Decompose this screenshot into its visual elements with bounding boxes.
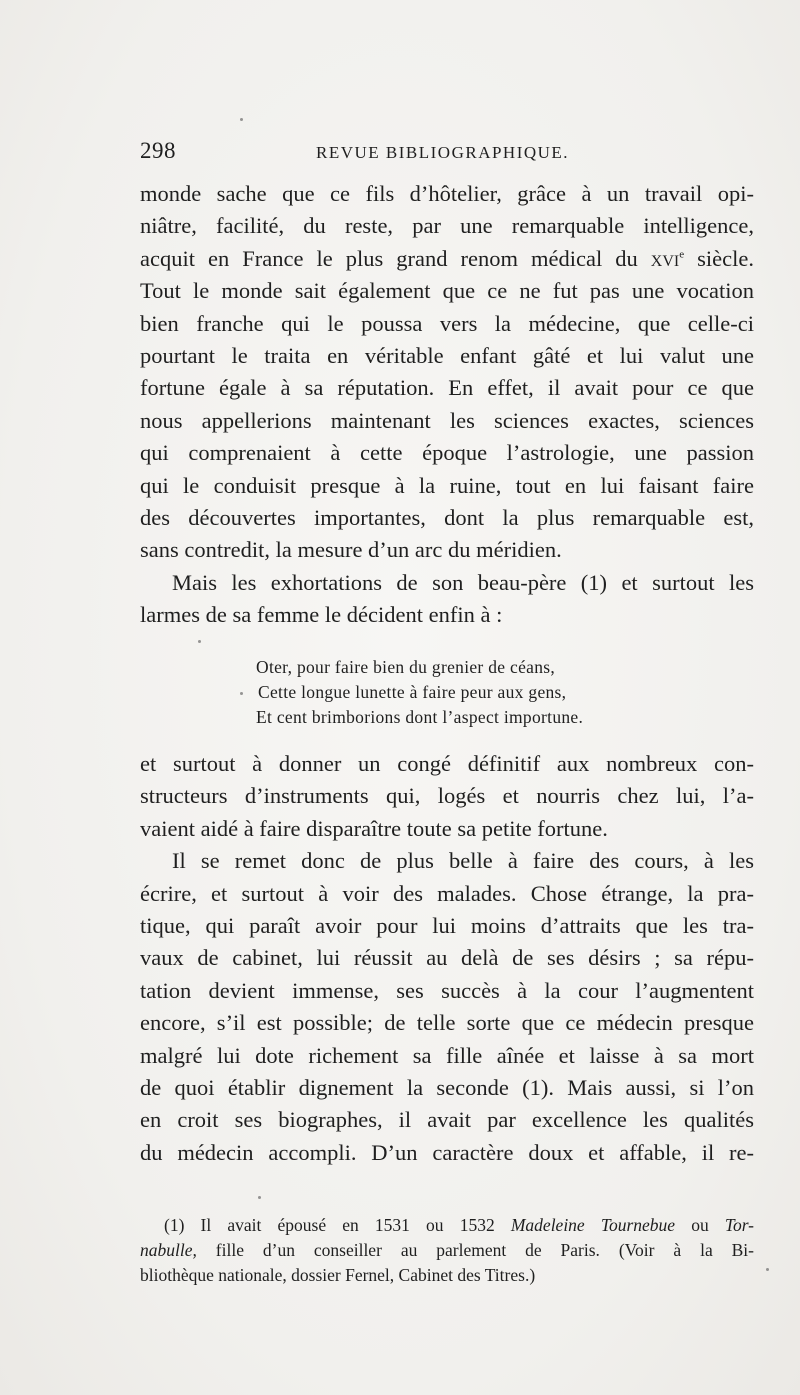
footnote-italic: Tor-: [724, 1215, 755, 1235]
verse-quotation: [256, 655, 676, 730]
footnote-line: [140, 1238, 754, 1263]
text-line: écrire, et surtout à voir des malades. Chose étrange, la pra-: [140, 880, 754, 906]
paper-speck: [258, 1196, 261, 1199]
text-line: tique, qui paraît avoir pour lui moins d’attraits que les tra-: [140, 912, 754, 938]
page-number: 298: [140, 138, 176, 163]
text-line: fortune égale à sa réputation. En effet, il avait pour ce que: [140, 375, 754, 401]
text-line: structeurs d’instruments qui, logés et nourris chez lui, l’a-: [140, 783, 754, 809]
footnote-line: bliothèque nationale, dossier Fernel, Cabinet des Titres.): [140, 1265, 536, 1285]
text-line: encore, s’il est possible; de telle sorte que ce médecin presque: [140, 1010, 754, 1036]
footnote-text: ou: [675, 1215, 725, 1235]
verse-line: Et cent brimborions dont l’aspect importune.: [256, 707, 584, 727]
main-text-top: [140, 178, 754, 631]
text-line: monde sache que ce fils d’hôtelier, grâce à un travail opi-: [140, 181, 754, 206]
text-line: qui le conduisit presque à la ruine, tout en lui faisant faire: [140, 472, 754, 498]
paper-speck: [240, 692, 243, 695]
paper-speck: [198, 640, 201, 643]
text-line: des découvertes importantes, dont la plus remarquable est,: [140, 504, 754, 530]
footnote: [140, 1213, 754, 1288]
footnote-italic: Madeleine Tournebue: [510, 1215, 676, 1235]
footnote-italic: nabulle,: [140, 1240, 197, 1260]
text-line: qui comprenaient à cette époque l’astrologie, une passion: [140, 440, 754, 466]
text-line: acquit en France le plus grand renom médical du xvi$^e$ siècle.: [140, 245, 754, 271]
text-line: pourtant le traita en véritable enfant gâté et lui valut une: [140, 342, 754, 368]
text-line: nous appellerions maintenant les sciences exactes, sciences: [140, 407, 754, 433]
text-line: et surtout à donner un congé définitif aux nombreux con-: [140, 751, 754, 776]
text-line: larmes de sa femme le décident enfin à :: [140, 602, 503, 628]
text-line: du médecin accompli. D’un caractère doux et affable, il re-: [140, 1139, 754, 1165]
text-line: sans contredit, la mesure d’un arc du méridien.: [140, 537, 562, 563]
text-line: niâtre, facilité, du reste, par une remarquable intelligence,: [140, 213, 754, 239]
text-line: bien franche qui le poussa vers la médecine, que celle-ci: [140, 310, 754, 336]
text-line: vaient aidé à faire disparaître toute sa petite fortune.: [140, 815, 608, 841]
text-line: Mais les exhortations de son beau-père (1) et surtout les: [172, 569, 754, 595]
verse-line: Oter, pour faire bien du grenier de céans,: [256, 657, 556, 677]
text-line: en croit ses biographes, il avait par excellence les qualités: [140, 1107, 754, 1133]
text-line: vaux de cabinet, lui réussit au delà de ses désirs ; sa répu-: [140, 945, 754, 971]
footnote-text: (1) Il avait épousé en 1531 ou 1532: [164, 1215, 511, 1235]
text-line: Il se remet donc de plus belle à faire des cours, à les: [172, 848, 754, 874]
main-text-bottom: [140, 748, 754, 1169]
text-line: Tout le monde sait également que ce ne fut pas une vocation: [140, 278, 754, 304]
footnote-line: [140, 1213, 754, 1238]
paper-speck: [766, 1268, 769, 1271]
footnote-text: fille d’un conseiller au parlement de Paris. (Voir à la Bi-: [196, 1240, 754, 1260]
text-line: de quoi établir dignement la seconde (1). Mais aussi, si l’on: [140, 1074, 754, 1100]
text-line: malgré lui dote richement sa fille aînée et laisse à sa mort: [140, 1042, 754, 1068]
running-head: REVUE BIBLIOGRAPHIQUE.: [316, 143, 570, 162]
verse-line: Cette longue lunette à faire peur aux gens,: [258, 682, 567, 702]
page-header: [140, 138, 754, 170]
text-line: tation devient immense, ses succès à la cour l’augmentent: [140, 977, 754, 1003]
paper-speck: [240, 118, 243, 121]
